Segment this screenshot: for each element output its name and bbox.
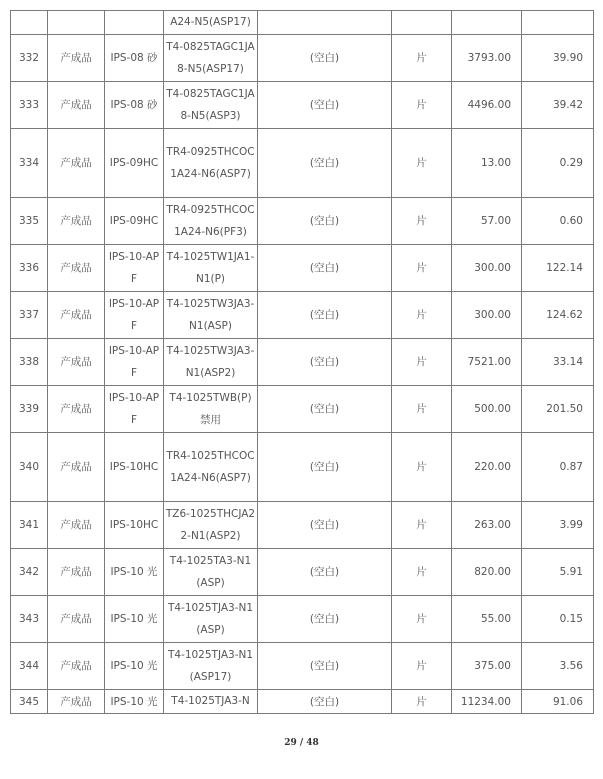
cell-model: IPS-10 光	[105, 690, 164, 714]
table-row	[11, 292, 594, 339]
table-row	[11, 245, 594, 292]
page-number: 29 / 48	[284, 738, 319, 748]
cell-model: IPS-10 光	[105, 549, 164, 596]
cell-qty: 300.00	[452, 245, 522, 292]
cell-code: T4-1025TJA3-N1(ASP)	[164, 596, 258, 643]
table-row	[11, 549, 594, 596]
cell-remark: (空白)	[258, 386, 392, 433]
table-row	[11, 643, 594, 690]
cell-no: 336	[11, 245, 48, 292]
cell-qty: 3793.00	[452, 35, 522, 82]
cell-code: TR4-0925THCOC1A24-N6(ASP7)	[164, 129, 258, 198]
cell-price: 201.50	[522, 386, 594, 433]
cell-qty: 11234.00	[452, 690, 522, 714]
cell-qty: 300.00	[452, 292, 522, 339]
cell-no: 339	[11, 386, 48, 433]
cell-no: 333	[11, 82, 48, 129]
cell-no: 342	[11, 549, 48, 596]
cell-no: 340	[11, 433, 48, 502]
cell-remark: (空白)	[258, 245, 392, 292]
cell-type: 产成品	[48, 82, 105, 129]
cell-unit: 片	[392, 245, 452, 292]
cell-code: T4-0825TAGC1JA8-N5(ASP17)	[164, 35, 258, 82]
cell-type: 产成品	[48, 292, 105, 339]
cell-price	[522, 11, 594, 35]
cell-model: IPS-10-APF	[105, 339, 164, 386]
cell-code: T4-1025TWB(P)禁用	[164, 386, 258, 433]
cell-type: 产成品	[48, 643, 105, 690]
table-body	[11, 11, 594, 714]
cell-no: 345	[11, 690, 48, 714]
cell-model: IPS-10-APF	[105, 245, 164, 292]
cell-qty: 263.00	[452, 502, 522, 549]
cell-code: TR4-0925THCOC1A24-N6(PF3)	[164, 198, 258, 245]
cell-code: T4-1025TW3JA3-N1(ASP)	[164, 292, 258, 339]
cell-remark: (空白)	[258, 82, 392, 129]
cell-type: 产成品	[48, 129, 105, 198]
cell-type	[48, 11, 105, 35]
cell-qty: 820.00	[452, 549, 522, 596]
table-row	[11, 433, 594, 502]
cell-remark: (空白)	[258, 502, 392, 549]
table-row	[11, 82, 594, 129]
cell-unit: 片	[392, 292, 452, 339]
cell-price: 3.99	[522, 502, 594, 549]
cell-qty	[452, 11, 522, 35]
cell-unit: 片	[392, 129, 452, 198]
cell-qty: 220.00	[452, 433, 522, 502]
table-row	[11, 690, 594, 714]
cell-price: 0.15	[522, 596, 594, 643]
cell-no: 343	[11, 596, 48, 643]
cell-unit	[392, 11, 452, 35]
cell-model: IPS-10-APF	[105, 292, 164, 339]
cell-code: T4-1025TW3JA3-N1(ASP2)	[164, 339, 258, 386]
cell-price: 124.62	[522, 292, 594, 339]
cell-unit: 片	[392, 549, 452, 596]
cell-price: 39.42	[522, 82, 594, 129]
cell-code: T4-1025TA3-N1(ASP)	[164, 549, 258, 596]
cell-unit: 片	[392, 502, 452, 549]
cell-qty: 375.00	[452, 643, 522, 690]
cell-no: 344	[11, 643, 48, 690]
cell-unit: 片	[392, 198, 452, 245]
cell-remark: (空白)	[258, 339, 392, 386]
cell-model: IPS-08 砂	[105, 82, 164, 129]
cell-code: T4-0825TAGC1JA8-N5(ASP3)	[164, 82, 258, 129]
cell-remark: (空白)	[258, 643, 392, 690]
cell-code: TZ6-1025THCJA22-N1(ASP2)	[164, 502, 258, 549]
cell-remark: (空白)	[258, 433, 392, 502]
cell-price: 39.90	[522, 35, 594, 82]
cell-remark: (空白)	[258, 35, 392, 82]
cell-type: 产成品	[48, 596, 105, 643]
cell-type: 产成品	[48, 35, 105, 82]
cell-no: 341	[11, 502, 48, 549]
cell-no: 334	[11, 129, 48, 198]
cell-model: IPS-10 光	[105, 596, 164, 643]
cell-qty: 57.00	[452, 198, 522, 245]
cell-code: T4-1025TJA3-N	[164, 690, 258, 714]
cell-remark: (空白)	[258, 690, 392, 714]
cell-type: 产成品	[48, 549, 105, 596]
cell-type: 产成品	[48, 245, 105, 292]
cell-model	[105, 11, 164, 35]
cell-price: 122.14	[522, 245, 594, 292]
cell-remark: (空白)	[258, 549, 392, 596]
cell-remark: (空白)	[258, 198, 392, 245]
table-row	[11, 129, 594, 198]
cell-no	[11, 11, 48, 35]
cell-qty: 55.00	[452, 596, 522, 643]
cell-no: 337	[11, 292, 48, 339]
cell-qty: 500.00	[452, 386, 522, 433]
cell-code: T4-1025TJA3-N1(ASP17)	[164, 643, 258, 690]
cell-model: IPS-10HC	[105, 433, 164, 502]
table-row	[11, 502, 594, 549]
cell-unit: 片	[392, 690, 452, 714]
table-row	[11, 198, 594, 245]
cell-price: 33.14	[522, 339, 594, 386]
cell-remark: (空白)	[258, 129, 392, 198]
table-row	[11, 596, 594, 643]
cell-remark	[258, 11, 392, 35]
cell-type: 产成品	[48, 198, 105, 245]
table-row	[11, 339, 594, 386]
cell-type: 产成品	[48, 339, 105, 386]
cell-model: IPS-09HC	[105, 129, 164, 198]
cell-model: IPS-10HC	[105, 502, 164, 549]
table-row	[11, 11, 594, 35]
cell-unit: 片	[392, 82, 452, 129]
cell-code: TR4-1025THCOC1A24-N6(ASP7)	[164, 433, 258, 502]
cell-qty: 4496.00	[452, 82, 522, 129]
cell-price: 0.87	[522, 433, 594, 502]
cell-price: 0.29	[522, 129, 594, 198]
inventory-table	[10, 10, 594, 714]
cell-price: 0.60	[522, 198, 594, 245]
cell-qty: 7521.00	[452, 339, 522, 386]
cell-no: 338	[11, 339, 48, 386]
cell-type: 产成品	[48, 386, 105, 433]
cell-unit: 片	[392, 339, 452, 386]
cell-model: IPS-10-APF	[105, 386, 164, 433]
cell-type: 产成品	[48, 502, 105, 549]
cell-no: 335	[11, 198, 48, 245]
cell-code: T4-1025TW1JA1-N1(P)	[164, 245, 258, 292]
cell-qty: 13.00	[452, 129, 522, 198]
table-row	[11, 35, 594, 82]
cell-model: IPS-09HC	[105, 198, 164, 245]
cell-unit: 片	[392, 35, 452, 82]
cell-price: 91.06	[522, 690, 594, 714]
table-row	[11, 386, 594, 433]
cell-price: 5.91	[522, 549, 594, 596]
cell-unit: 片	[392, 643, 452, 690]
cell-code: A24-N5(ASP17)	[164, 11, 258, 35]
cell-type: 产成品	[48, 433, 105, 502]
cell-model: IPS-08 砂	[105, 35, 164, 82]
cell-model: IPS-10 光	[105, 643, 164, 690]
cell-unit: 片	[392, 386, 452, 433]
cell-type: 产成品	[48, 690, 105, 714]
cell-unit: 片	[392, 433, 452, 502]
cell-price: 3.56	[522, 643, 594, 690]
cell-remark: (空白)	[258, 292, 392, 339]
cell-remark: (空白)	[258, 596, 392, 643]
cell-no: 332	[11, 35, 48, 82]
cell-unit: 片	[392, 596, 452, 643]
